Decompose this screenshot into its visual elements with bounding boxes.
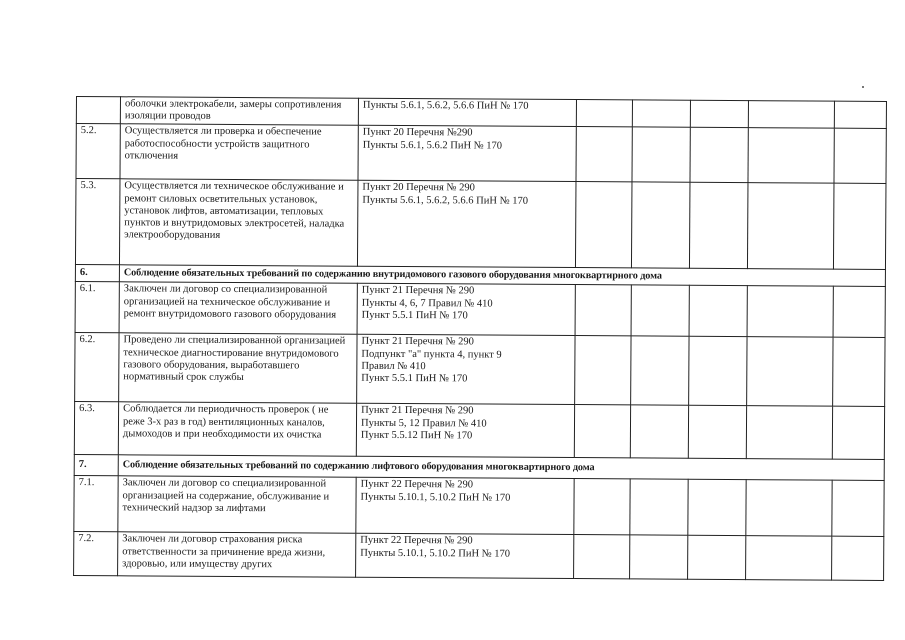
row-number: 7. <box>74 455 118 476</box>
answer-cell[interactable] <box>689 286 747 337</box>
basis-line: Пункт 21 Перечня № 290 <box>361 336 474 348</box>
answer-cell[interactable] <box>833 338 885 407</box>
answer-cell[interactable] <box>688 536 746 580</box>
checklist-row <box>75 333 885 407</box>
basis-line: Пункты 5.6.1, 5.6.2, 5.6.6 ПиН № 170 <box>362 99 529 112</box>
answer-cell[interactable] <box>630 479 688 535</box>
answer-cell[interactable] <box>630 535 688 579</box>
row-number <box>76 97 120 125</box>
answer-cell[interactable] <box>575 182 632 268</box>
answer-cell[interactable] <box>834 129 886 184</box>
answer-cell[interactable] <box>747 286 833 338</box>
section-title: Соблюдение обязательных требований по содержанию внутридомового газового оборудования многоквартирного дома <box>119 265 885 287</box>
row-basis <box>357 335 575 405</box>
answer-cell[interactable] <box>574 405 630 458</box>
basis-line: Пункты 5.6.1, 5.6.2 ПиН № 170 <box>362 139 503 152</box>
checklist-row <box>74 476 884 537</box>
basis-line: Пункты 5, 12 Правил № 410 <box>360 417 487 430</box>
answer-cell[interactable] <box>834 101 886 129</box>
answer-cell[interactable] <box>748 128 834 184</box>
row-basis <box>357 181 576 268</box>
row-question: Осуществляется ли проверка и обеспечение работоспособности устройств защитного отключения <box>120 124 358 180</box>
basis-line: Пункт 20 Перечня №290 <box>362 127 473 139</box>
answer-cell[interactable] <box>689 183 748 269</box>
answer-cell[interactable] <box>574 535 630 579</box>
row-basis <box>358 98 576 127</box>
row-question: Соблюдается ли периодичность проверок ( не реже 3-х раз в год) вентиляционных каналов, дымоходов и при необходимости их очистка <box>118 402 356 456</box>
answer-cell[interactable] <box>690 100 748 128</box>
basis-line: Пункт 5.5.1 ПиН № 170 <box>361 309 468 322</box>
answer-cell[interactable] <box>747 183 834 270</box>
basis-line: Правил № 410 <box>361 360 426 372</box>
row-question: Проведено ли специализированной организацией техническое диагностирование внутридомового газового оборудования, выработавшего нормативный срок службы <box>119 333 357 403</box>
checklist-row <box>74 402 884 460</box>
checklist-row <box>74 532 884 581</box>
basis-line: Пункт 22 Перечня № 290 <box>360 535 473 547</box>
answer-cell[interactable] <box>575 336 631 405</box>
answer-cell[interactable] <box>631 285 689 336</box>
row-question: Осуществляется ли техническое обслуживание и ремонт силовых осветительных установок, установок лифтов, автоматизации, тепловых пунктов и внутридомовых электросетей, наладка электрооборудования <box>119 179 358 266</box>
row-basis <box>356 534 574 579</box>
row-basis <box>356 478 574 535</box>
answer-cell[interactable] <box>748 101 834 129</box>
row-number: 6.1. <box>75 282 119 333</box>
basis-line: Пункт 5.5.1 ПиН № 170 <box>361 372 468 385</box>
row-basis <box>357 284 575 336</box>
basis-line: Пункты 5.10.1, 5.10.2 ПиН № 170 <box>360 547 511 560</box>
answer-cell[interactable] <box>832 537 884 581</box>
checklist-row <box>75 179 886 270</box>
answer-cell[interactable] <box>576 127 632 182</box>
row-number: 6.2. <box>75 333 119 402</box>
row-question: Заключен ли договор страхования риска ответственности за причинение вреда жизни, здоровью, или имуществу других <box>118 532 356 577</box>
row-basis <box>358 126 576 182</box>
section-title: Соблюдение обязательных требований по содержанию лифтового оборудования многоквартирного дома <box>118 455 884 481</box>
basis-line: Пункт 5.5.12 ПиН № 170 <box>360 429 473 442</box>
answer-cell[interactable] <box>631 336 689 405</box>
answer-cell[interactable] <box>689 337 747 406</box>
row-number: 7.1. <box>74 476 118 532</box>
answer-cell[interactable] <box>746 536 832 581</box>
answer-cell[interactable] <box>632 100 690 128</box>
answer-cell[interactable] <box>688 406 746 459</box>
row-number: 5.2. <box>76 124 120 179</box>
basis-line: Пункты 4, 6, 7 Правил № 410 <box>361 297 493 310</box>
answer-cell[interactable] <box>576 100 632 128</box>
answer-cell[interactable] <box>575 285 631 336</box>
row-number: 6.3. <box>74 402 118 455</box>
basis-line: Пункт 20 Перечня № 290 <box>362 182 475 194</box>
scan-speck <box>862 86 864 88</box>
basis-line: Пункт 22 Перечня № 290 <box>360 479 474 491</box>
row-question: оболочки электрокабели, замеры сопротивления изоляции проводов <box>120 97 358 126</box>
answer-cell[interactable] <box>574 479 630 535</box>
answer-cell[interactable] <box>833 184 886 270</box>
answer-cell[interactable] <box>832 407 884 460</box>
row-number: 6. <box>75 265 119 282</box>
checklist-row <box>76 124 886 184</box>
answer-cell[interactable] <box>746 480 832 537</box>
row-number: 7.2. <box>74 532 118 576</box>
row-question: Заключен ли договор со специализированной организацией на содержание, обслуживание и технический надзор за лифтами <box>118 476 356 533</box>
row-basis <box>356 404 574 458</box>
answer-cell[interactable] <box>631 182 690 268</box>
answer-cell[interactable] <box>630 405 688 458</box>
answer-cell[interactable] <box>833 287 885 338</box>
checklist-table <box>73 96 887 581</box>
row-number: 5.3. <box>75 179 120 265</box>
answer-cell[interactable] <box>832 481 884 537</box>
basis-line: Пункт 21 Перечня № 290 <box>361 285 475 297</box>
basis-line: Подпункт "а" пункта 4, пункт 9 <box>361 348 502 361</box>
checklist-row <box>75 282 885 338</box>
basis-line: Пункты 5.10.1, 5.10.2 ПиН № 170 <box>360 491 511 504</box>
checklist-body <box>74 97 887 581</box>
row-question: Заключен ли договор со специализированной организацией на техническое обслуживание и ремонт внутридомового газового оборудования <box>119 282 357 334</box>
basis-line: Пункт 21 Перечня № 290 <box>361 405 474 417</box>
answer-cell[interactable] <box>690 128 748 183</box>
answer-cell[interactable] <box>747 337 833 407</box>
answer-cell[interactable] <box>688 480 746 536</box>
answer-cell[interactable] <box>632 127 690 182</box>
basis-line: Пункты 5.6.1, 5.6.2, 5.6.6 ПиН № 170 <box>362 194 529 207</box>
answer-cell[interactable] <box>746 406 832 460</box>
